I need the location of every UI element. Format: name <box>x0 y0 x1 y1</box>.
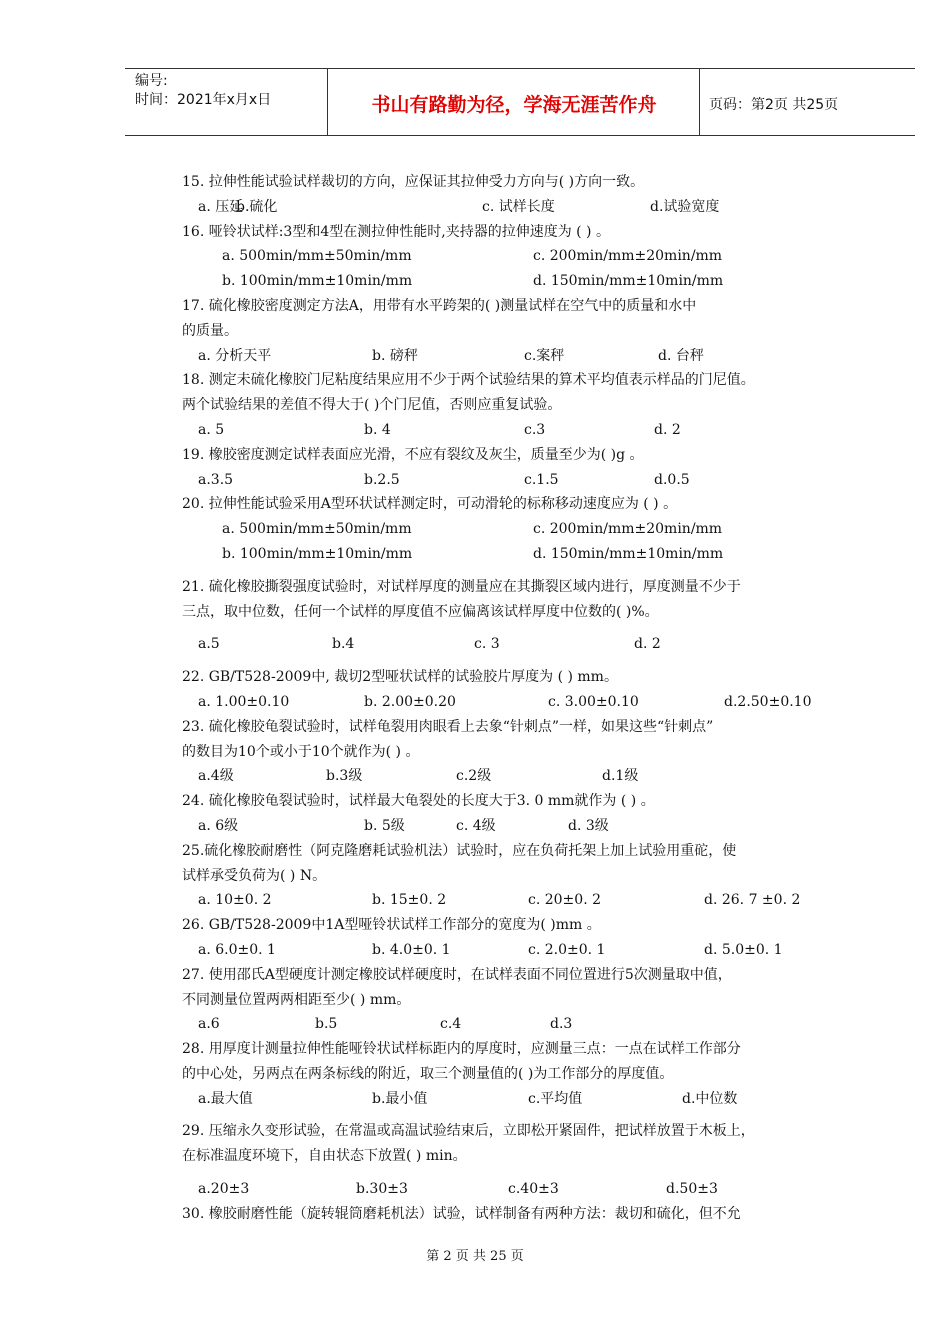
question-29-stem: 29. 压缩永久变形试验，在常温或高温试验结束后，立即松开紧固件，把试样放置于木板上， <box>182 1123 755 1140</box>
option-a: a. 6.0±0. 1 <box>198 941 276 958</box>
question-20-options <box>182 542 872 567</box>
option-b: b.5 <box>315 1016 338 1033</box>
question-28-stem: 的中心处，另两点在两条标线的附近，取三个测量值的( )为工作部分的厚度值。 <box>182 1065 674 1082</box>
option-d: d.0.5 <box>654 471 690 488</box>
question-29-stem: 在标准温度环境下，自由状态下放置( ) min。 <box>182 1148 467 1165</box>
option-b: b.30±3 <box>356 1181 408 1198</box>
question-16-stem: 16. 哑铃状试样:3型和4型在测拉伸性能时,夹持器的拉伸速度为 ( ) 。 <box>182 223 610 240</box>
question-20-stem: 20. 拉伸性能试验采用A型环状试样测定时，可动滑轮的标称移动速度应为 ( ) 。 <box>182 496 678 513</box>
header-motto: 书山有路勤为径，学海无涯苦作舟 <box>371 94 657 116</box>
question-28-options <box>182 1087 872 1112</box>
question-15-stem: 15. 拉伸性能试验试样裁切的方向，应保证其拉伸受力方向与( )方向一致。 <box>182 174 645 190</box>
option-a: a.3.5 <box>198 471 234 488</box>
option-d: d.试验宽度 <box>650 198 720 215</box>
question-25-stem: 试样承受负荷为( ) N。 <box>182 867 327 884</box>
option-a: a.4级 <box>198 768 234 785</box>
question-21-stem: 三点，取中位数，任何一个试样的厚度值不应偏离该试样厚度中位数的( )%。 <box>182 603 659 620</box>
option-b: b.4 <box>332 636 355 653</box>
question-19-options <box>182 468 872 493</box>
option-d: d.50±3 <box>666 1181 718 1198</box>
option-b: b. 4 <box>364 421 391 438</box>
option-a: a. 10±0. 2 <box>198 892 272 909</box>
question-23-options <box>182 764 872 789</box>
option-a: a. 1.00±0.10 <box>198 693 290 710</box>
option-c: c.1.5 <box>524 471 559 488</box>
option-c: c.4 <box>440 1016 462 1033</box>
option-c: c. 200min/mm±20min/mm <box>533 521 723 538</box>
option-a: a.6 <box>198 1016 220 1033</box>
option-a: a. 6级 <box>198 817 239 834</box>
option-c: c. 3 <box>474 636 500 653</box>
option-d: d. 26. 7 ±0. 2 <box>704 892 801 909</box>
option-d: d. 150min/mm±10min/mm <box>533 545 724 562</box>
option-c: c. 4级 <box>456 817 496 834</box>
option-a: a.5 <box>198 636 220 653</box>
option-b: b. 4.0±0. 1 <box>372 941 451 958</box>
question-16-options <box>182 269 872 294</box>
option-b: b.最小值 <box>372 1090 428 1107</box>
header-bottom-rule <box>125 135 915 136</box>
option-c: c. 200min/mm±20min/mm <box>533 248 723 265</box>
question-26-stem: 26. GB/T528-2009中1A型哑铃状试样工作部分的宽度为( )mm 。 <box>182 917 601 934</box>
question-list <box>182 170 872 1227</box>
question-21-stem: 21. 硫化橡胶撕裂强度试验时，对试样厚度的测量应在其撕裂区域内进行，厚度测量不少于 <box>182 578 741 595</box>
question-17-options <box>182 344 872 369</box>
question-25-stem: 25.硫化橡胶耐磨性（阿克隆磨耗试验机法）试验时，应在负荷托架上加上试验用重砣，使 <box>182 842 737 859</box>
question-23-stem: 23. 硫化橡胶龟裂试验时，试样龟裂用肉眼看上去象“针刺点”一样，如果这些“针刺点” <box>182 718 714 735</box>
option-d: d. 150min/mm±10min/mm <box>533 273 724 290</box>
option-b: b.3级 <box>326 768 363 785</box>
option-c: c.40±3 <box>508 1181 559 1198</box>
question-15-options <box>182 195 872 220</box>
option-a: a.最大值 <box>198 1090 253 1107</box>
option-d: d. 2 <box>634 636 661 653</box>
time-label: 时间：2021年x月x日 <box>135 92 272 108</box>
header-meta <box>135 72 271 110</box>
page-footer: 第 2 页 共 25 页 <box>426 1249 524 1264</box>
option-c: c.2级 <box>456 768 492 785</box>
option-b: b. 5级 <box>364 817 405 834</box>
option-b: b. 15±0. 2 <box>372 892 447 909</box>
question-18-stem: 18. 测定未硫化橡胶门尼粘度结果应用不少于两个试验结果的算术平均值表示样品的门尼值。 <box>182 372 755 389</box>
option-b: b. 2.00±0.20 <box>364 693 456 710</box>
question-22-options <box>182 690 872 715</box>
question-19-stem: 19. 橡胶密度测定试样表面应光滑，不应有裂纹及灰尘，质量至少为( )g 。 <box>182 446 644 463</box>
question-21-options <box>182 632 872 657</box>
question-17-stem: 的质量。 <box>182 322 238 339</box>
question-17-stem: 17. 硫化橡胶密度测定方法A，用带有水平跨架的( )测量试样在空气中的质量和水中 <box>182 297 697 314</box>
option-a: a. 分析天平 <box>198 347 272 364</box>
question-30-stem: 30. 橡胶耐磨性能（旋转辊筒磨耗机法）试验，试样制备有两种方法：裁切和硫化，但不允 <box>182 1205 741 1222</box>
option-c: c. 3.00±0.10 <box>548 693 639 710</box>
question-27-options <box>182 1012 872 1037</box>
question-29-options <box>182 1177 872 1202</box>
option-a: a.20±3 <box>198 1181 250 1198</box>
question-16-options <box>182 244 872 269</box>
option-b: b.2.5 <box>364 471 400 488</box>
option-d: d.1级 <box>602 768 639 785</box>
option-d: d.2.50±0.10 <box>724 693 812 710</box>
option-c: c.案秤 <box>524 347 565 364</box>
option-d: d. 5.0±0. 1 <box>704 941 783 958</box>
option-d: d. 3级 <box>568 817 609 834</box>
option-c: c.3 <box>524 421 546 438</box>
option-b: b.硫化 <box>236 198 278 215</box>
option-a: a. 500min/mm±50min/mm <box>222 248 412 265</box>
option-a: a. 压延 <box>198 198 244 215</box>
header-page-info: 页码：第2页 共25页 <box>709 97 839 113</box>
question-27-stem: 27. 使用邵氏A型硬度计测定橡胶试样硬度时，在试样表面不同位置进行5次测量取中值， <box>182 966 732 983</box>
number-label: 编号: <box>135 73 168 89</box>
question-25-options <box>182 888 872 913</box>
option-c: c. 20±0. 2 <box>528 892 602 909</box>
option-a: a. 5 <box>198 421 225 438</box>
option-d: d. 2 <box>654 421 681 438</box>
page-header <box>125 68 915 136</box>
question-24-stem: 24. 硫化橡胶龟裂试验时，试样最大龟裂处的长度大于3. 0 mm就作为 ( ) 。 <box>182 793 655 810</box>
question-27-stem: 不同测量位置两两相距至少( ) mm。 <box>182 991 411 1008</box>
option-b: b. 磅秤 <box>372 347 418 364</box>
question-22-stem: 22. GB/T528-2009中, 裁切2型哑状试样的试验胶片厚度为 ( ) mm。 <box>182 669 618 686</box>
question-26-options <box>182 938 872 963</box>
option-d: d.中位数 <box>682 1090 738 1107</box>
question-18-stem: 两个试验结果的差值不得大于( )个门尼值，否则应重复试验。 <box>182 397 562 414</box>
question-24-options <box>182 814 872 839</box>
option-d: d. 台秤 <box>658 347 704 364</box>
question-28-stem: 28. 用厚度计测量拉伸性能哑铃状试样标距内的厚度时，应测量三点：一点在试样工作部分 <box>182 1041 741 1058</box>
option-c: c.平均值 <box>528 1090 583 1107</box>
option-d: d.3 <box>550 1016 573 1033</box>
header-top-rule <box>125 68 915 69</box>
question-23-stem: 的数目为10个或小于10个就作为( ) 。 <box>182 743 420 760</box>
option-c: c. 2.0±0. 1 <box>528 941 606 958</box>
option-b: b. 100min/mm±10min/mm <box>222 545 413 562</box>
option-b: b. 100min/mm±10min/mm <box>222 273 413 290</box>
question-20-options <box>182 517 872 542</box>
option-c: c. 试样长度 <box>482 198 555 215</box>
option-a: a. 500min/mm±50min/mm <box>222 521 412 538</box>
question-18-options <box>182 418 872 443</box>
